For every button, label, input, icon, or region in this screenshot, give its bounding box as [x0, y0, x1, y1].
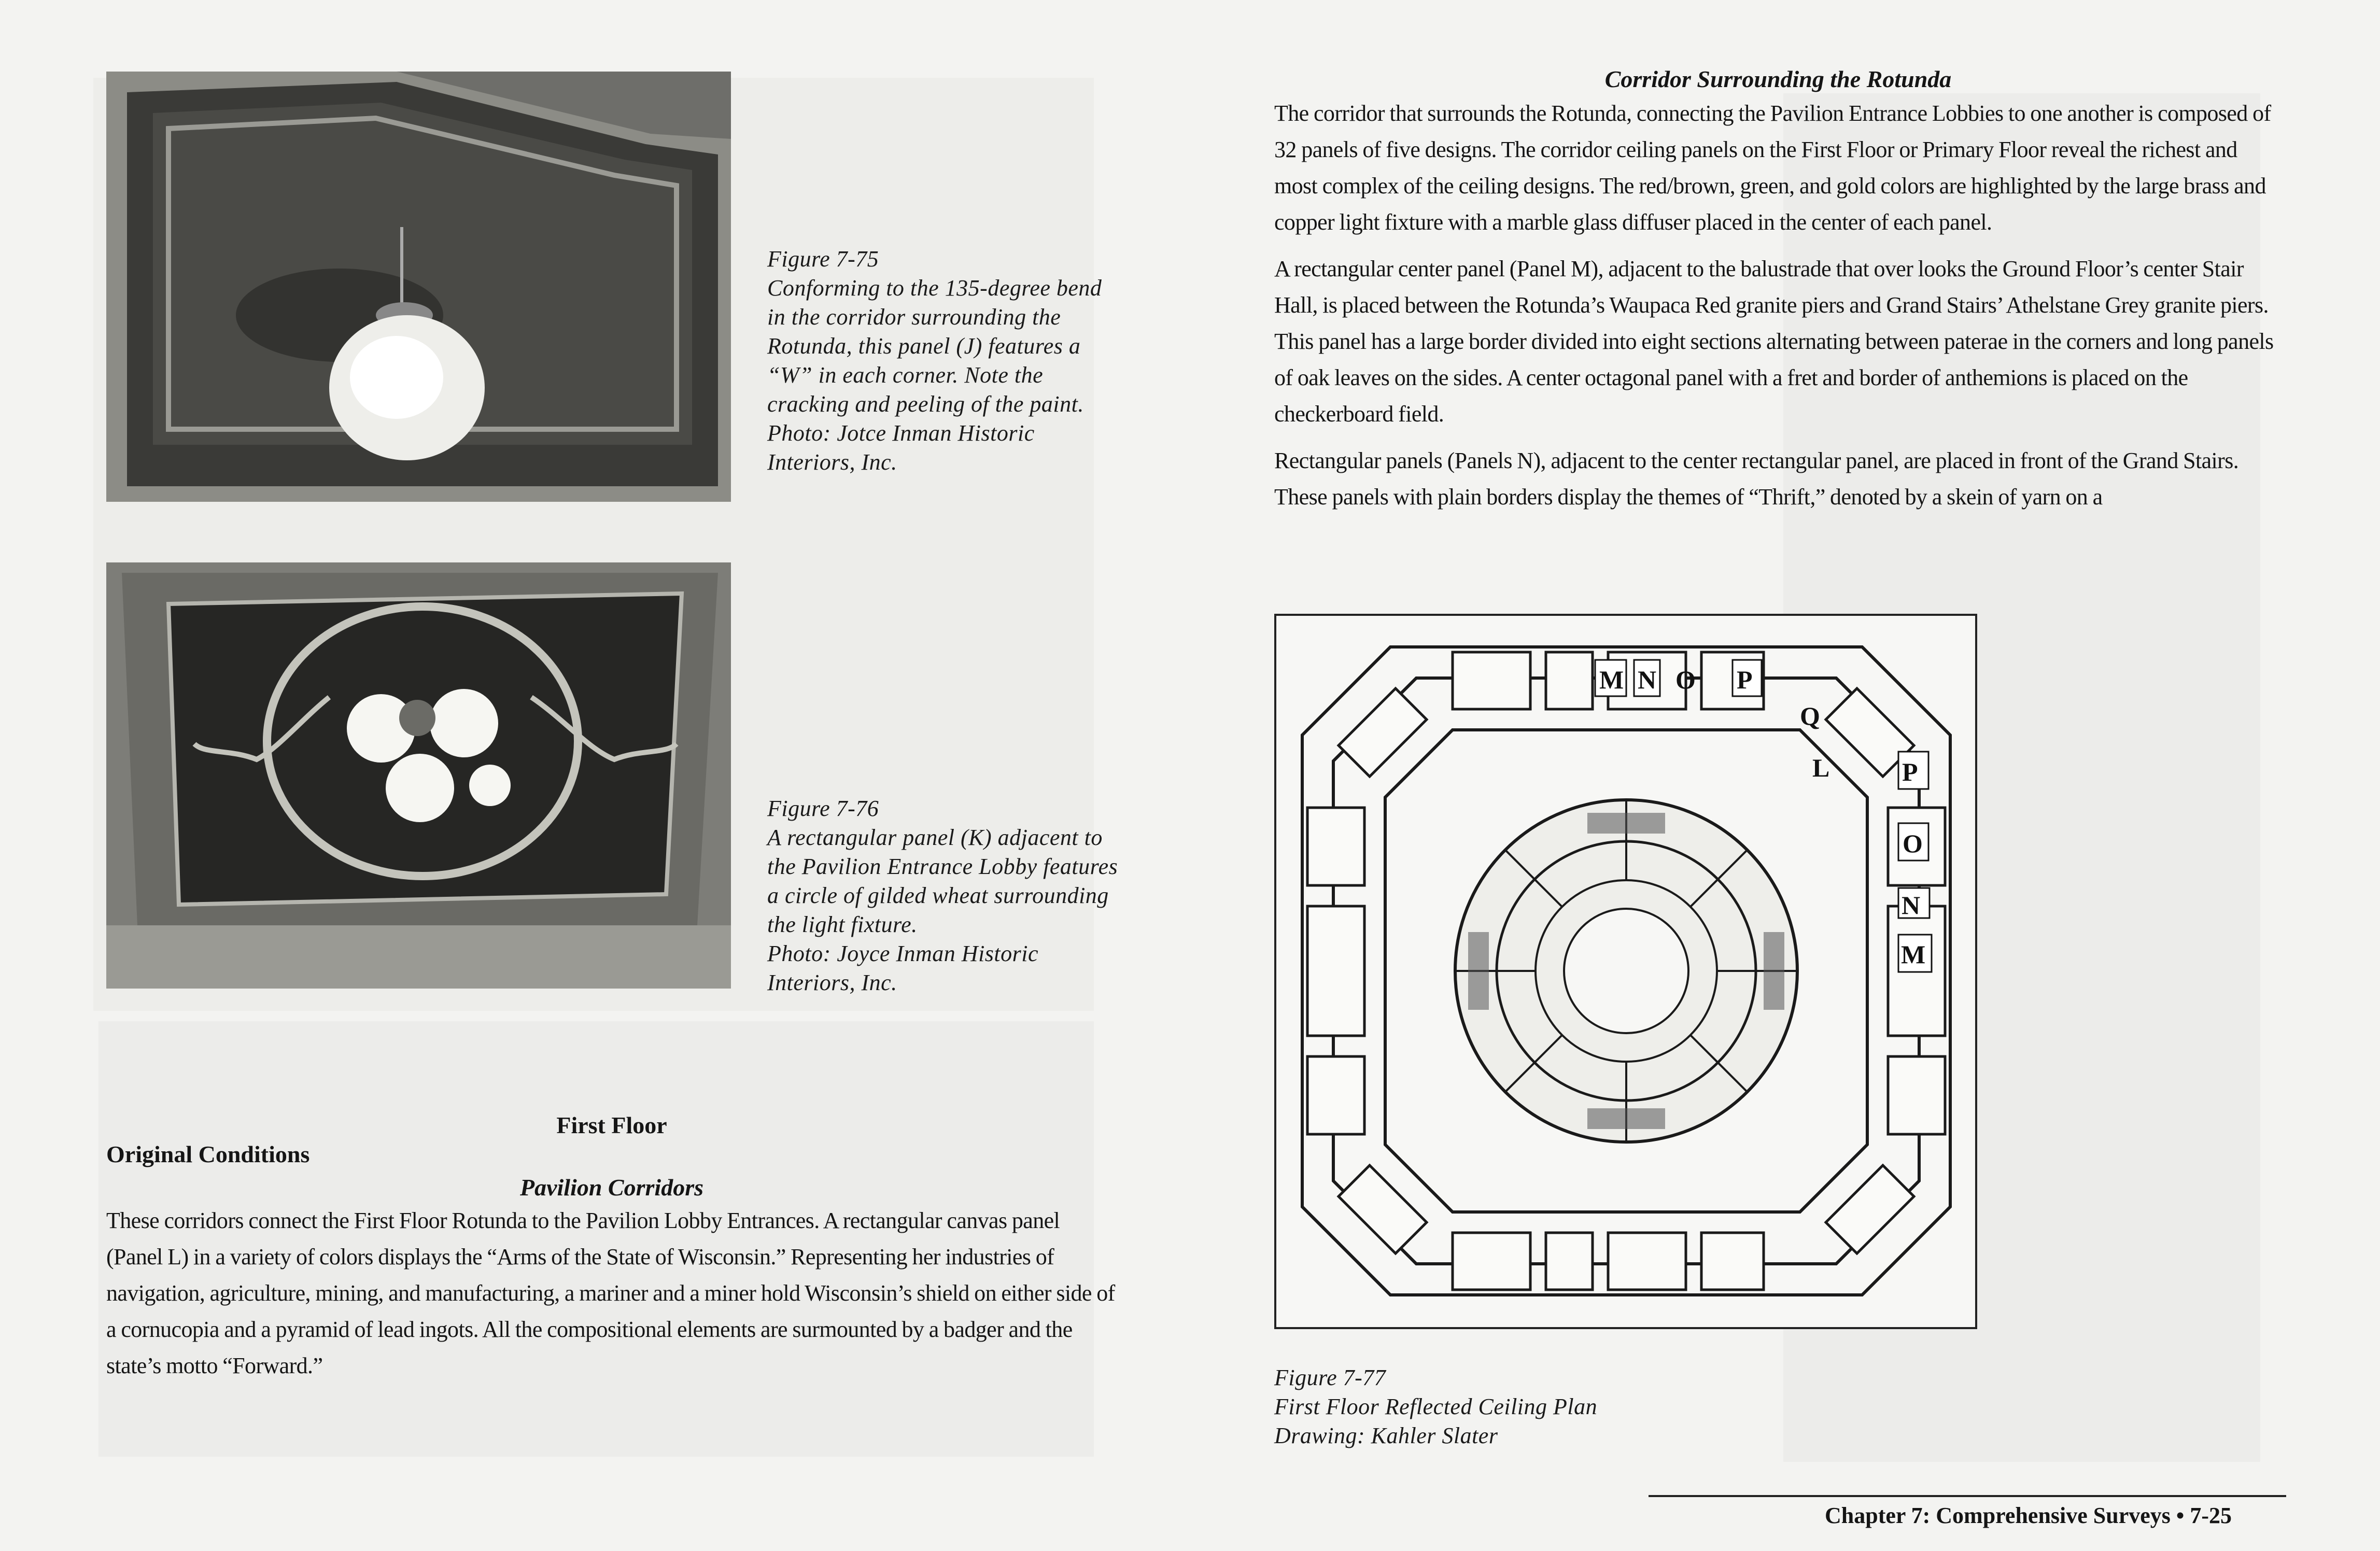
corridor-paragraphs: [1274, 95, 2285, 515]
first-floor-heading: First Floor: [556, 1112, 667, 1138]
corridor-paragraph-2: A rectangular center panel (Panel M), adjacent to the balustrade that over looks the Ground Floor’s center Stair Hall, is placed between the Rotunda’s Waupaca Red granite piers and Grand Stairs’ Athelstane Grey granite piers. This panel has a large border divided into eight sections alternating between paterae in the corners and long panels of oak leaves on the sides. A center octagonal panel with a fret and border of anthemions is placed on the checkerboard field.: [1274, 256, 2274, 427]
figure-77-credit: Drawing: Kahler Slater: [1274, 1423, 1498, 1448]
corridor-heading: Corridor Surrounding the Rotunda: [1604, 66, 1952, 92]
pavilion-corridors-heading: Pavilion Corridors: [519, 1174, 703, 1201]
plan-label-right-o: O: [1903, 829, 1923, 858]
figure-77-caption: [1274, 1363, 1637, 1450]
ceiling-plan-drawing: [1274, 614, 1977, 1329]
figure-76-label: Figure 7-76: [767, 796, 879, 821]
footer: [1825, 1502, 2232, 1529]
figure-75-caption-text: Conforming to the 135-degree bend in the corridor surrounding the Rotunda, this panel (J) features a “W” in each corner. Note the cracking and peeling of the paint.: [767, 275, 1102, 417]
original-conditions-heading: Original Conditions: [106, 1141, 310, 1167]
figure-75-caption: [767, 245, 1120, 477]
figure-76-caption: [767, 794, 1120, 997]
plan-label-right-n: N: [1902, 891, 1921, 920]
plan-label-top-m: M: [1599, 665, 1624, 694]
ceiling-plan-svg: [1276, 616, 1975, 1327]
corridor-paragraph-1: The corridor that surrounds the Rotunda, connecting the Pavilion Entrance Lobbies to one another is composed of 32 panels of five designs. The corridor ceiling panels on the First Floor or Primary Floor reveal the richest and most complex of the ceiling designs. The red/brown, green, and gold colors are highlighted by the large brass and copper light fixture with a marble glass diffuser placed in the center of each panel.: [1274, 101, 2271, 235]
footer-chapter: Chapter 7: Comprehensive Surveys: [1825, 1503, 2171, 1528]
footer-rule: [1649, 1495, 2286, 1497]
plan-label-top-p: P: [1737, 665, 1753, 694]
ceiling-panel-k-image: [106, 562, 731, 989]
ceiling-panel-j-image: [106, 72, 731, 502]
figure-77-label: Figure 7-77: [1274, 1365, 1386, 1390]
figure-77-caption-text: First Floor Reflected Ceiling Plan: [1274, 1394, 1598, 1419]
figure-75-label: Figure 7-75: [767, 246, 879, 272]
figure-75-photo: [106, 72, 731, 502]
plan-label-right-p: P: [1902, 757, 1918, 786]
plan-label-top-o: O: [1675, 665, 1696, 694]
pavilion-corridors-text: These corridors connect the First Floor Rotunda to the Pavilion Lobby Entrances. A rectangular canvas panel (Panel L) in a variety of colors displays the “Arms of the State of Wisconsin.” Representing her industries of navigation, agriculture, mining, and manufacturing, a mariner and a miner hold Wisconsin’s shield on either side of a cornucopia and a pyramid of lead ingots. All the compositional elements are surmounted by a badger and the state’s motto “Forward.”: [106, 1208, 1115, 1378]
figure-75-credit: Photo: Jotce Inman Historic Interiors, Inc.: [767, 420, 1035, 475]
figure-76-caption-text: A rectangular panel (K) adjacent to the Pavilion Entrance Lobby features a circle of gilded wheat surrounding the light fixture.: [767, 825, 1118, 937]
figure-76-photo: [106, 562, 731, 989]
footer-bullet: •: [2176, 1503, 2185, 1528]
plan-label-top-n: N: [1638, 665, 1657, 694]
corridor-paragraph-3: Rectangular panels (Panels N), adjacent to the center rectangular panel, are placed in front of the Grand Stairs. These panels with plain borders display the themes of “Thrift,” denoted by a skein of yarn on a: [1274, 448, 2239, 510]
plan-label-right-m: M: [1901, 940, 1926, 969]
figure-76-credit: Photo: Joyce Inman Historic Interiors, Inc.: [767, 941, 1039, 995]
footer-page-number: 7-25: [2190, 1503, 2232, 1528]
plan-label-l: L: [1812, 753, 1830, 782]
plan-label-q: Q: [1800, 701, 1820, 730]
